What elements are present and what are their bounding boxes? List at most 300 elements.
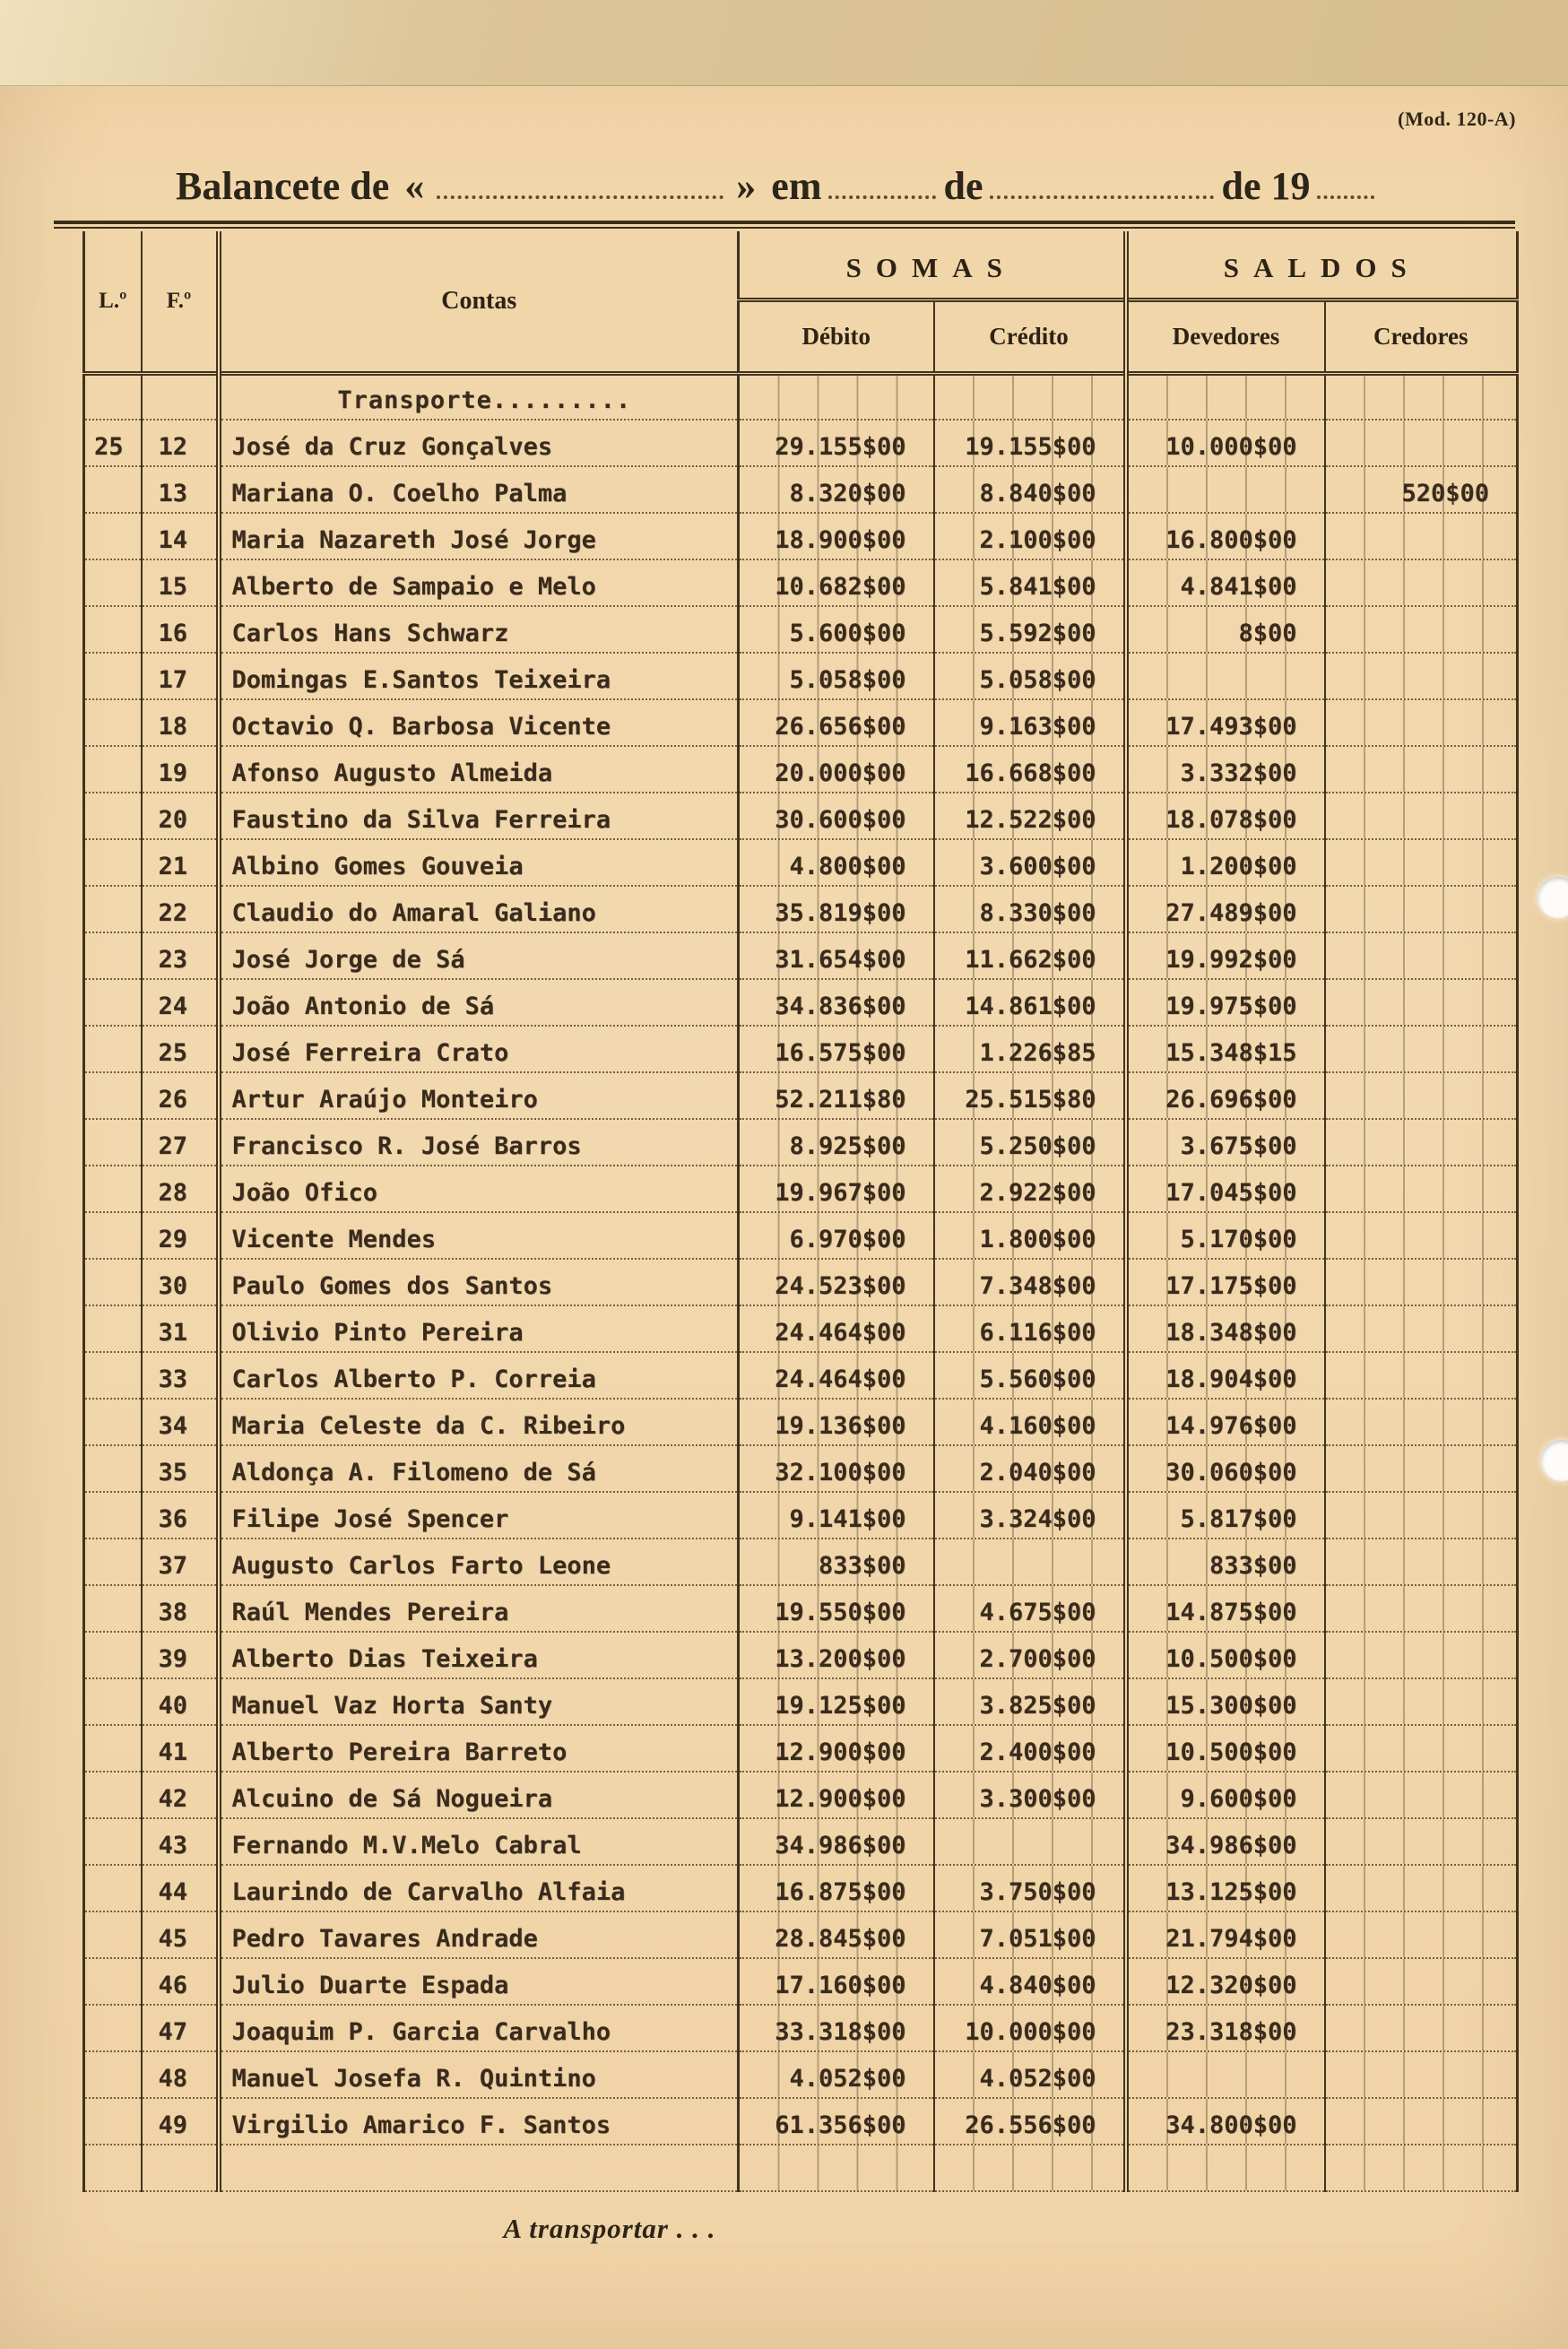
- table-row: [84, 2005, 1518, 2051]
- col-header-contas: Contas: [219, 231, 739, 373]
- cell-devedores: [1126, 2051, 1325, 2098]
- cell-credito: 5.560$00: [934, 1352, 1126, 1399]
- cell-debito: 16.875$00: [739, 1865, 934, 1911]
- table-row: [84, 1259, 1518, 1305]
- cell-credores: [1325, 2051, 1518, 2098]
- cell-conta: Paulo Gomes dos Santos: [219, 1259, 739, 1305]
- cell-credito: 9.163$00: [934, 699, 1126, 746]
- cell-debito: 4.052$00: [739, 2051, 934, 2098]
- cell-fo: 33: [142, 1352, 219, 1399]
- cell-credores: [1325, 373, 1518, 420]
- cell-lo: [84, 979, 142, 1026]
- cell-credores: [1325, 1725, 1518, 1772]
- cell-debito: 5.600$00: [739, 606, 934, 653]
- cell-lo: [84, 886, 142, 932]
- title-divider-rule: [54, 221, 1515, 229]
- cell-conta: Raúl Mendes Pereira: [219, 1585, 739, 1632]
- cell-credores: [1325, 1865, 1518, 1911]
- cell-devedores: 13.125$00: [1126, 1865, 1325, 1911]
- cell-credores: [1325, 559, 1518, 606]
- cell-fo: 26: [142, 1072, 219, 1119]
- cell-debito: 32.100$00: [739, 1445, 934, 1492]
- cell-credito: 4.052$00: [934, 2051, 1126, 2098]
- cell-credores: [1325, 886, 1518, 932]
- title-prefix: Balancete de: [176, 164, 390, 208]
- cell-credores: [1325, 1492, 1518, 1539]
- cell-credores: [1325, 839, 1518, 886]
- table-row: [84, 1725, 1518, 1772]
- cell-conta: Olivio Pinto Pereira: [219, 1305, 739, 1352]
- cell-credores: [1325, 793, 1518, 839]
- col-header-devedores: Devedores: [1126, 299, 1325, 373]
- transporte-label: Transporte.........: [219, 373, 739, 420]
- punch-hole-top: [1538, 877, 1568, 918]
- cell-conta: Laurindo de Carvalho Alfaia: [219, 1865, 739, 1911]
- cell-fo: 39: [142, 1632, 219, 1678]
- cell-fo: 25: [142, 1026, 219, 1072]
- form-model-label: (Mod. 120-A): [1398, 108, 1516, 130]
- cell-fo: 30: [142, 1259, 219, 1305]
- cell-conta: João Antonio de Sá: [219, 979, 739, 1026]
- table-row: [84, 1492, 1518, 1539]
- cell-lo: [84, 1818, 142, 1865]
- cell-credores: [1325, 1212, 1518, 1259]
- cell-debito: 4.800$00: [739, 839, 934, 886]
- cell-credores: [1325, 606, 1518, 653]
- cell-fo: 14: [142, 513, 219, 559]
- title-year-prefix: 19: [1270, 164, 1311, 208]
- table-header: [84, 231, 1518, 373]
- cell-fo: 16: [142, 606, 219, 653]
- cell-debito: 10.682$00: [739, 559, 934, 606]
- table-row: [84, 1026, 1518, 1072]
- cell-debito: 8.925$00: [739, 1119, 934, 1166]
- cell-conta: Maria Nazareth José Jorge: [219, 513, 739, 559]
- table-row: [84, 420, 1518, 466]
- cell-fo: 12: [142, 420, 219, 466]
- table-row: [84, 839, 1518, 886]
- cell-devedores: 4.841$00: [1126, 559, 1325, 606]
- title-de-month: de: [943, 164, 983, 208]
- cell-conta: Artur Araújo Monteiro: [219, 1072, 739, 1119]
- close-guillemet: »: [736, 164, 757, 208]
- cell-devedores: 18.078$00: [1126, 793, 1325, 839]
- cell-conta: José da Cruz Gonçalves: [219, 420, 739, 466]
- table-row: [84, 1212, 1518, 1259]
- cell-credores: [1325, 1911, 1518, 1958]
- column-extension-row: [84, 2145, 1518, 2191]
- table-row: [84, 1632, 1518, 1678]
- cell-conta: João Ofico: [219, 1166, 739, 1212]
- cell-credito: 6.116$00: [934, 1305, 1126, 1352]
- cell-devedores: 34.800$00: [1126, 2098, 1325, 2145]
- cell-credito: 2.100$00: [934, 513, 1126, 559]
- cell-debito: 35.819$00: [739, 886, 934, 932]
- table-row: [84, 1305, 1518, 1352]
- cell-credores: [1325, 1958, 1518, 2005]
- cell-devedores: 8$00: [1126, 606, 1325, 653]
- cell-debito: 5.058$00: [739, 653, 934, 699]
- cell-conta: Alberto Dias Teixeira: [219, 1632, 739, 1678]
- cell-devedores: 16.800$00: [1126, 513, 1325, 559]
- cell-fo: 44: [142, 1865, 219, 1911]
- cell-debito: 13.200$00: [739, 1632, 934, 1678]
- cell-fo: 37: [142, 1539, 219, 1585]
- cell-credores: [1325, 1119, 1518, 1166]
- cell-devedores: 34.986$00: [1126, 1818, 1325, 1865]
- cell-lo: [84, 1166, 142, 1212]
- cell-devedores: 14.976$00: [1126, 1399, 1325, 1445]
- col-header-credito: Crédito: [934, 299, 1126, 373]
- cell-credores: [1325, 1399, 1518, 1445]
- col-group-saldos: SALDOS: [1126, 231, 1518, 299]
- cell-credito: 3.825$00: [934, 1678, 1126, 1725]
- cell-devedores: 3.332$00: [1126, 746, 1325, 793]
- cell-credito: 3.600$00: [934, 839, 1126, 886]
- cell-credito: 1.226$85: [934, 1026, 1126, 1072]
- cell-debito: 34.986$00: [739, 1818, 934, 1865]
- cell-devedores: 17.493$00: [1126, 699, 1325, 746]
- table-row: [84, 979, 1518, 1026]
- cell-debito: 24.464$00: [739, 1352, 934, 1399]
- cell-conta: Octavio Q. Barbosa Vicente: [219, 699, 739, 746]
- cell-debito: 20.000$00: [739, 746, 934, 793]
- cell-conta: Manuel Vaz Horta Santy: [219, 1678, 739, 1725]
- cell-credores: 520$00: [1325, 466, 1518, 513]
- cell-debito: 31.654$00: [739, 932, 934, 979]
- cell-credito: 3.300$00: [934, 1772, 1126, 1818]
- cell-credito: 1.800$00: [934, 1212, 1126, 1259]
- table-row: [84, 699, 1518, 746]
- cell-credores: [1325, 2098, 1518, 2145]
- cell-conta: Vicente Mendes: [219, 1212, 739, 1259]
- cell-credito: 5.250$00: [934, 1119, 1126, 1166]
- cell-lo: [84, 466, 142, 513]
- cell-devedores: 27.489$00: [1126, 886, 1325, 932]
- cell-credores: [1325, 699, 1518, 746]
- table-row: [84, 1072, 1518, 1119]
- cell-credores: [1325, 932, 1518, 979]
- cell-credito: 4.675$00: [934, 1585, 1126, 1632]
- cell-debito: 19.136$00: [739, 1399, 934, 1445]
- cell-debito: 30.600$00: [739, 793, 934, 839]
- cell-devedores: [1126, 373, 1325, 420]
- cell-debito: 19.125$00: [739, 1678, 934, 1725]
- cell-lo: 25: [84, 420, 142, 466]
- col-header-lo: L.º: [84, 231, 142, 373]
- cell-fo: 18: [142, 699, 219, 746]
- cell-fo: 31: [142, 1305, 219, 1352]
- blank-line-day: [828, 194, 936, 199]
- cell-devedores: 5.170$00: [1126, 1212, 1325, 1259]
- table-row: [84, 932, 1518, 979]
- table-row: [84, 1772, 1518, 1818]
- cell-credito: 4.840$00: [934, 1958, 1126, 2005]
- cell-credito: 5.841$00: [934, 559, 1126, 606]
- cell-debito: 26.656$00: [739, 699, 934, 746]
- cell-conta: [219, 2145, 739, 2191]
- cell-devedores: 10.500$00: [1126, 1632, 1325, 1678]
- cell-lo: [84, 1492, 142, 1539]
- cell-credito: 10.000$00: [934, 2005, 1126, 2051]
- table-row: [84, 653, 1518, 699]
- cell-debito: 52.211$80: [739, 1072, 934, 1119]
- cell-debito: 16.575$00: [739, 1026, 934, 1072]
- blank-line-month: [990, 194, 1214, 199]
- cell-fo: 41: [142, 1725, 219, 1772]
- cell-debito: 61.356$00: [739, 2098, 934, 2145]
- cell-credito: 7.348$00: [934, 1259, 1126, 1305]
- cell-conta: Pedro Tavares Andrade: [219, 1911, 739, 1958]
- cell-debito: 28.845$00: [739, 1911, 934, 1958]
- cell-fo: 15: [142, 559, 219, 606]
- cell-lo: [84, 373, 142, 420]
- header-group-row: [84, 231, 1518, 299]
- cell-conta: Afonso Augusto Almeida: [219, 746, 739, 793]
- cell-devedores: 10.500$00: [1126, 1725, 1325, 1772]
- cell-debito: 18.900$00: [739, 513, 934, 559]
- cell-lo: [84, 1865, 142, 1911]
- transporte-row: [84, 373, 1518, 420]
- cell-credito: 16.668$00: [934, 746, 1126, 793]
- cell-credito: 8.840$00: [934, 466, 1126, 513]
- cell-devedores: 14.875$00: [1126, 1585, 1325, 1632]
- cell-credores: [1325, 1305, 1518, 1352]
- cell-conta: Alberto Pereira Barreto: [219, 1725, 739, 1772]
- cell-lo: [84, 746, 142, 793]
- cell-fo: 48: [142, 2051, 219, 2098]
- cell-credito: [934, 2145, 1126, 2191]
- table-row: [84, 886, 1518, 932]
- cell-devedores: 1.200$00: [1126, 839, 1325, 886]
- cell-lo: [84, 1445, 142, 1492]
- cell-devedores: 3.675$00: [1126, 1119, 1325, 1166]
- cell-conta: Filipe José Spencer: [219, 1492, 739, 1539]
- cell-lo: [84, 932, 142, 979]
- table-row: [84, 1911, 1518, 1958]
- cell-fo: 43: [142, 1818, 219, 1865]
- cell-credores: [1325, 2005, 1518, 2051]
- cell-credito: 2.400$00: [934, 1725, 1126, 1772]
- cell-fo: 20: [142, 793, 219, 839]
- cell-fo: 47: [142, 2005, 219, 2051]
- cell-credito: [934, 1539, 1126, 1585]
- cell-lo: [84, 1678, 142, 1725]
- cell-devedores: [1126, 2145, 1325, 2191]
- table-row: [84, 1678, 1518, 1725]
- cell-credores: [1325, 1678, 1518, 1725]
- cell-credores: [1325, 1352, 1518, 1399]
- cell-fo: 22: [142, 886, 219, 932]
- cell-conta: Joaquim P. Garcia Carvalho: [219, 2005, 739, 2051]
- table-row: [84, 2098, 1518, 2145]
- cell-credores: [1325, 1445, 1518, 1492]
- cell-devedores: 23.318$00: [1126, 2005, 1325, 2051]
- cell-lo: [84, 793, 142, 839]
- table-row: [84, 559, 1518, 606]
- cell-debito: 29.155$00: [739, 420, 934, 466]
- cell-lo: [84, 2051, 142, 2098]
- cell-conta: Claudio do Amaral Galiano: [219, 886, 739, 932]
- cell-debito: 19.550$00: [739, 1585, 934, 1632]
- cell-lo: [84, 1305, 142, 1352]
- cell-credito: 14.861$00: [934, 979, 1126, 1026]
- cell-debito: 833$00: [739, 1539, 934, 1585]
- cell-credito: 25.515$80: [934, 1072, 1126, 1119]
- scan-edge-shade: [0, 0, 1568, 86]
- cell-credores: [1325, 1072, 1518, 1119]
- cell-devedores: 19.975$00: [1126, 979, 1325, 1026]
- cell-lo: [84, 513, 142, 559]
- cell-fo: 45: [142, 1911, 219, 1958]
- table-row: [84, 606, 1518, 653]
- col-header-credores: Credores: [1325, 299, 1518, 373]
- cell-conta: Alberto de Sampaio e Melo: [219, 559, 739, 606]
- cell-conta: Albino Gomes Gouveia: [219, 839, 739, 886]
- cell-debito: 12.900$00: [739, 1725, 934, 1772]
- table-row: [84, 1399, 1518, 1445]
- table-row: [84, 746, 1518, 793]
- cell-devedores: 833$00: [1126, 1539, 1325, 1585]
- cell-credito: 7.051$00: [934, 1911, 1126, 1958]
- cell-devedores: [1126, 653, 1325, 699]
- cell-fo: 24: [142, 979, 219, 1026]
- cell-conta: Carlos Alberto P. Correia: [219, 1352, 739, 1399]
- cell-lo: [84, 1911, 142, 1958]
- cell-lo: [84, 559, 142, 606]
- cell-lo: [84, 1399, 142, 1445]
- cell-conta: Virgilio Amarico F. Santos: [219, 2098, 739, 2145]
- cell-conta: Manuel Josefa R. Quintino: [219, 2051, 739, 2098]
- cell-credores: [1325, 653, 1518, 699]
- cell-fo: 34: [142, 1399, 219, 1445]
- title-de-year: de: [1221, 164, 1261, 208]
- blank-line-year: [1317, 194, 1374, 199]
- ledger-tail: [84, 2145, 1518, 2191]
- cell-credito: [934, 1818, 1126, 1865]
- cell-conta: Julio Duarte Espada: [219, 1958, 739, 2005]
- cell-lo: [84, 1352, 142, 1399]
- cell-credito: 26.556$00: [934, 2098, 1126, 2145]
- cell-devedores: 21.794$00: [1126, 1911, 1325, 1958]
- cell-fo: 17: [142, 653, 219, 699]
- cell-conta: José Ferreira Crato: [219, 1026, 739, 1072]
- cell-credito: 2.040$00: [934, 1445, 1126, 1492]
- col-header-debito: Débito: [739, 299, 934, 373]
- cell-lo: [84, 1632, 142, 1678]
- table-row: [84, 1585, 1518, 1632]
- cell-credito: 12.522$00: [934, 793, 1126, 839]
- cell-debito: 17.160$00: [739, 1958, 934, 2005]
- cell-lo: [84, 653, 142, 699]
- cell-debito: [739, 373, 934, 420]
- cell-devedores: 10.000$00: [1126, 420, 1325, 466]
- cell-conta: Augusto Carlos Farto Leone: [219, 1539, 739, 1585]
- cell-credito: 4.160$00: [934, 1399, 1126, 1445]
- cell-lo: [84, 2098, 142, 2145]
- cell-lo: [84, 1072, 142, 1119]
- cell-conta: Francisco R. José Barros: [219, 1119, 739, 1166]
- title-em: em: [771, 164, 822, 208]
- cell-devedores: 9.600$00: [1126, 1772, 1325, 1818]
- cell-credito: 19.155$00: [934, 420, 1126, 466]
- cell-fo: 19: [142, 746, 219, 793]
- cell-lo: [84, 2145, 142, 2191]
- cell-fo: 40: [142, 1678, 219, 1725]
- cell-debito: 34.836$00: [739, 979, 934, 1026]
- cell-devedores: 30.060$00: [1126, 1445, 1325, 1492]
- ledger-body: [84, 373, 1518, 2145]
- cell-devedores: 15.300$00: [1126, 1678, 1325, 1725]
- cell-credores: [1325, 1632, 1518, 1678]
- table-row: [84, 1958, 1518, 2005]
- cell-devedores: 17.175$00: [1126, 1259, 1325, 1305]
- cell-credores: [1325, 1259, 1518, 1305]
- cell-credores: [1325, 2145, 1518, 2191]
- cell-conta: Maria Celeste da C. Ribeiro: [219, 1399, 739, 1445]
- table-row: [84, 1445, 1518, 1492]
- cell-credito: 11.662$00: [934, 932, 1126, 979]
- cell-lo: [84, 1212, 142, 1259]
- cell-devedores: 12.320$00: [1126, 1958, 1325, 2005]
- cell-credores: [1325, 420, 1518, 466]
- cell-fo: [142, 373, 219, 420]
- cell-fo: 27: [142, 1119, 219, 1166]
- cell-fo: 36: [142, 1492, 219, 1539]
- cell-fo: 28: [142, 1166, 219, 1212]
- cell-credito: 3.324$00: [934, 1492, 1126, 1539]
- cell-debito: 8.320$00: [739, 466, 934, 513]
- cell-lo: [84, 839, 142, 886]
- cell-conta: Alcuino de Sá Nogueira: [219, 1772, 739, 1818]
- cell-lo: [84, 2005, 142, 2051]
- cell-conta: Domingas E.Santos Teixeira: [219, 653, 739, 699]
- cell-credito: 5.592$00: [934, 606, 1126, 653]
- balancete-table: [82, 231, 1519, 2192]
- cell-credores: [1325, 1585, 1518, 1632]
- cell-lo: [84, 1958, 142, 2005]
- cell-credores: [1325, 513, 1518, 559]
- cell-debito: 6.970$00: [739, 1212, 934, 1259]
- table-row: [84, 1166, 1518, 1212]
- cell-fo: 13: [142, 466, 219, 513]
- cell-credito: 2.700$00: [934, 1632, 1126, 1678]
- cell-credito: 8.330$00: [934, 886, 1126, 932]
- cell-lo: [84, 1539, 142, 1585]
- cell-devedores: 19.992$00: [1126, 932, 1325, 979]
- table-row: [84, 793, 1518, 839]
- cell-lo: [84, 1119, 142, 1166]
- cell-fo: 23: [142, 932, 219, 979]
- cell-fo: 42: [142, 1772, 219, 1818]
- cell-fo: [142, 2145, 219, 2191]
- blank-line-name: [437, 194, 723, 199]
- col-group-somas: SOMAS: [739, 231, 1126, 299]
- cell-devedores: 5.817$00: [1126, 1492, 1325, 1539]
- cell-credores: [1325, 1539, 1518, 1585]
- carry-forward-note: A transportar . . .: [503, 2213, 716, 2244]
- cell-credores: [1325, 1166, 1518, 1212]
- cell-fo: 49: [142, 2098, 219, 2145]
- cell-devedores: [1126, 466, 1325, 513]
- cell-devedores: 15.348$15: [1126, 1026, 1325, 1072]
- cell-credito: 5.058$00: [934, 653, 1126, 699]
- cell-debito: 33.318$00: [739, 2005, 934, 2051]
- cell-credores: [1325, 746, 1518, 793]
- cell-debito: 24.523$00: [739, 1259, 934, 1305]
- cell-fo: 38: [142, 1585, 219, 1632]
- cell-credores: [1325, 1026, 1518, 1072]
